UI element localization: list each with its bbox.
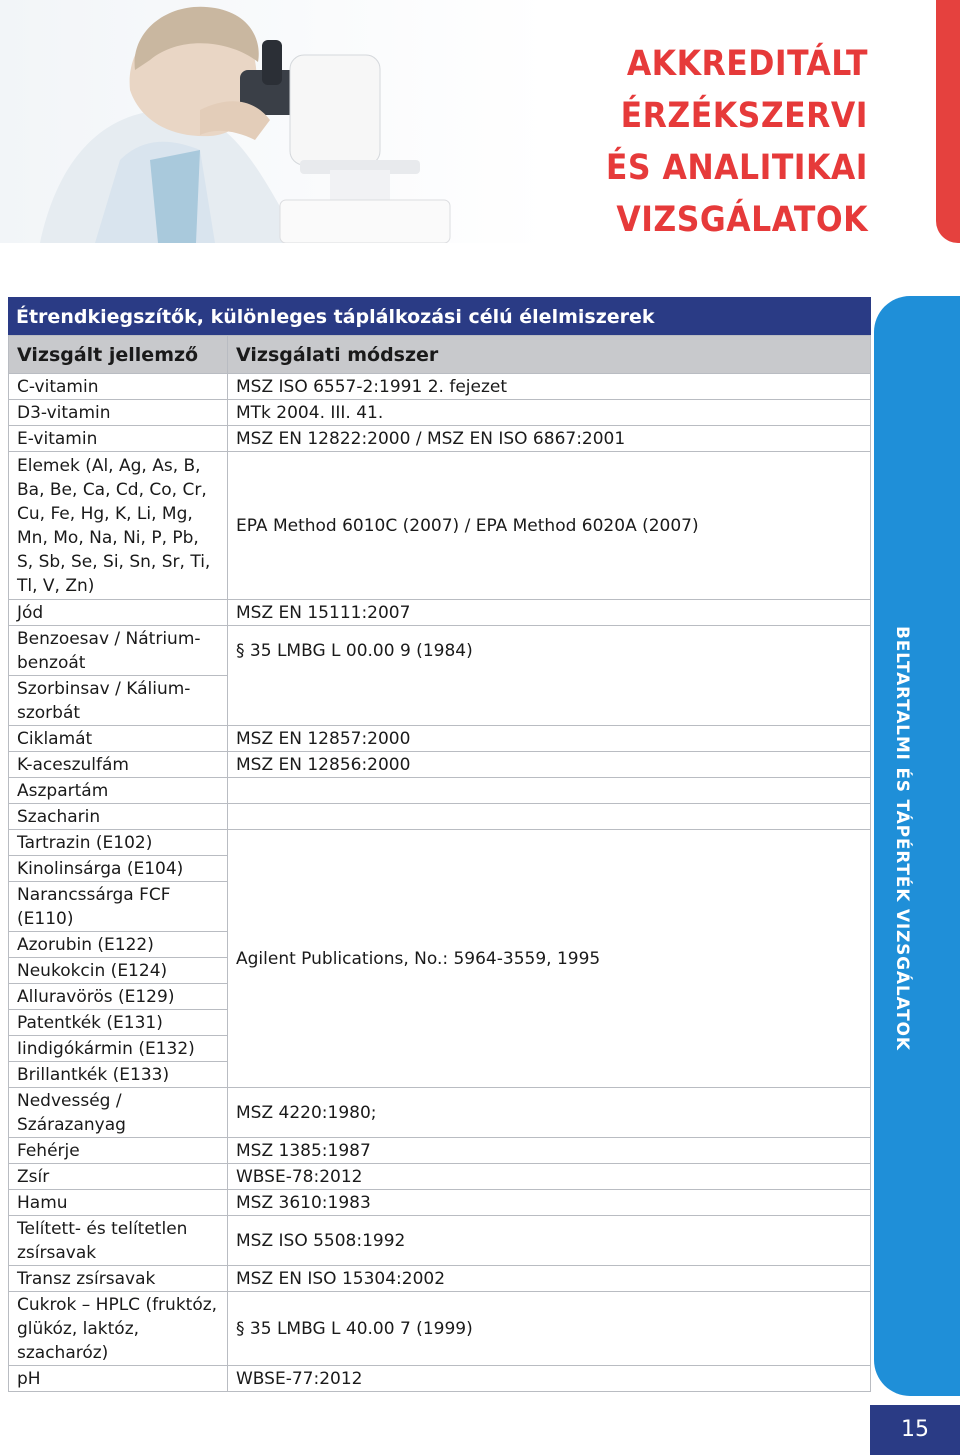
column-header-method: Vizsgálati módszer: [228, 336, 871, 374]
table-row: [9, 374, 871, 400]
attribute-cell: Patentkék (E131): [9, 1010, 228, 1036]
attribute-cell: Elemek (Al, Ag, As, B, Ba, Be, Ca, Cd, Co, Cr, Cu, Fe, Hg, K, Li, Mg, Mn, Mo, Na, Ni, P, Pb, S, Sb, Se, Si, Sn, Sr, Ti, Tl, V, Zn): [9, 452, 228, 600]
table-row: [9, 452, 871, 600]
table-row: [9, 778, 871, 804]
table-row: [9, 1088, 871, 1138]
table-column-header-row: [9, 336, 871, 374]
title-line-3: ÉS ANALITIKAI: [605, 148, 868, 188]
attribute-cell: pH: [9, 1366, 228, 1392]
method-cell: [228, 804, 871, 830]
method-cell: MSZ 4220:1980;: [228, 1088, 871, 1138]
column-header-attribute: Vizsgált jellemző: [9, 336, 228, 374]
attribute-cell: Jód: [9, 600, 228, 626]
title-line-1: AKKREDITÁLT: [626, 44, 868, 84]
attribute-cell: Fehérje: [9, 1138, 228, 1164]
table-row: [9, 804, 871, 830]
method-cell: MSZ EN 12856:2000: [228, 752, 871, 778]
table-row: [9, 830, 871, 856]
attribute-cell: Neukokcin (E124): [9, 958, 228, 984]
side-tab-label: BELTARTALMI ÉS TÁPÉRTÉK VIZSGÁLATOK: [892, 626, 912, 1051]
method-cell: MSZ ISO 5508:1992: [228, 1216, 871, 1266]
attribute-cell: Telített- és telítetlen zsírsavak: [9, 1216, 228, 1266]
attribute-cell: Narancssárga FCF (E110): [9, 882, 228, 932]
attribute-cell: Kinolinsárga (E104): [9, 856, 228, 882]
attribute-cell: Iindigókármin (E132): [9, 1036, 228, 1062]
attribute-cell: Transz zsírsavak: [9, 1266, 228, 1292]
method-cell: MSZ EN 12857:2000: [228, 726, 871, 752]
method-cell: WBSE-77:2012: [228, 1366, 871, 1392]
method-cell: § 35 LMBG L 40.00 7 (1999): [228, 1292, 871, 1366]
method-cell: MSZ EN 12822:2000 / MSZ EN ISO 6867:2001: [228, 426, 871, 452]
method-cell: EPA Method 6010C (2007) / EPA Method 6020A (2007): [228, 452, 871, 600]
table-row: [9, 752, 871, 778]
table-row: [9, 426, 871, 452]
table-row: [9, 1266, 871, 1292]
attribute-cell: K-aceszulfám: [9, 752, 228, 778]
method-cell: WBSE-78:2012: [228, 1164, 871, 1190]
attribute-cell: Hamu: [9, 1190, 228, 1216]
method-cell: MSZ 1385:1987: [228, 1138, 871, 1164]
method-cell: [228, 778, 871, 804]
title-line-2: ÉRZÉKSZERVI: [620, 96, 868, 136]
attribute-cell: D3-vitamin: [9, 400, 228, 426]
attribute-cell: Nedvesség / Szárazanyag: [9, 1088, 228, 1138]
attribute-cell: E-vitamin: [9, 426, 228, 452]
page-title: [606, 38, 868, 246]
table-row: [9, 726, 871, 752]
method-cell: MSZ EN ISO 15304:2002: [228, 1266, 871, 1292]
table-row: [9, 1138, 871, 1164]
table-section-title: Étrendkiegszítők, különleges táplálkozási célú élelmiszerek: [8, 297, 871, 335]
red-corner-tab: [936, 0, 960, 243]
scientist-microscope-photo: [0, 0, 548, 243]
attribute-cell: Ciklamát: [9, 726, 228, 752]
attribute-cell: Benzoesav / Nátrium-benzoát: [9, 626, 228, 676]
table-row: [9, 1292, 871, 1366]
title-line-4: VIZSGÁLATOK: [616, 200, 868, 240]
table-row: [9, 1216, 871, 1266]
attribute-cell: Szorbinsav / Kálium-szorbát: [9, 676, 228, 726]
attribute-cell: Azorubin (E122): [9, 932, 228, 958]
method-cell: MSZ EN 15111:2007: [228, 600, 871, 626]
table-row: [9, 1164, 871, 1190]
attribute-cell: Cukrok – HPLC (fruktóz, glükóz, laktóz, szacharóz): [9, 1292, 228, 1366]
attribute-cell: Tartrazin (E102): [9, 830, 228, 856]
page-number: 15: [870, 1405, 960, 1455]
table-row: [9, 400, 871, 426]
table-row: [9, 626, 871, 676]
table-row: [9, 600, 871, 626]
attribute-cell: Zsír: [9, 1164, 228, 1190]
method-cell: MSZ 3610:1983: [228, 1190, 871, 1216]
attribute-cell: Szacharin: [9, 804, 228, 830]
methods-table: [8, 335, 871, 1392]
method-cell: § 35 LMBG L 00.00 9 (1984): [228, 626, 871, 726]
attribute-cell: Brillantkék (E133): [9, 1062, 228, 1088]
attribute-cell: Aszpartám: [9, 778, 228, 804]
method-cell: Agilent Publications, No.: 5964-3559, 1995: [228, 830, 871, 1088]
attribute-cell: Alluravörös (E129): [9, 984, 228, 1010]
method-cell: MTk 2004. III. 41.: [228, 400, 871, 426]
method-cell: MSZ ISO 6557-2:1991 2. fejezet: [228, 374, 871, 400]
attribute-cell: C-vitamin: [9, 374, 228, 400]
table-row: [9, 1190, 871, 1216]
table-row: [9, 1366, 871, 1392]
